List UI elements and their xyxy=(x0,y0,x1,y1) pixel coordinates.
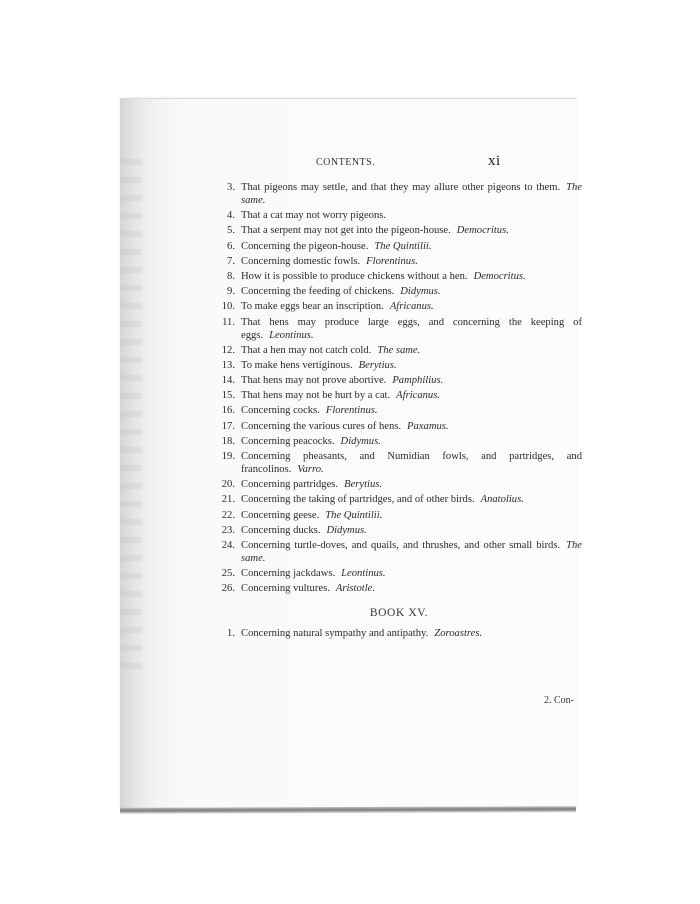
contents-entry xyxy=(216,435,582,448)
entry-author: Africanus. xyxy=(396,390,441,402)
entry-text-block xyxy=(241,181,582,207)
entry-text-block xyxy=(241,359,582,372)
entry-text-block xyxy=(241,567,582,580)
entry-author: Didymus. xyxy=(340,435,381,447)
entry-author: The same. xyxy=(377,344,421,356)
page-bottom-edge xyxy=(120,806,576,814)
entry-text-block xyxy=(241,209,582,222)
entry-number: 3. xyxy=(227,182,235,193)
entry-list xyxy=(216,181,582,595)
entry-text-block xyxy=(241,389,582,402)
entry-number: 5. xyxy=(227,225,235,237)
entry-number: 25. xyxy=(221,568,235,580)
entry-title: Concerning peacocks. xyxy=(241,435,335,447)
entry-author: Anatolius. xyxy=(480,494,524,506)
entry-text-block xyxy=(241,478,582,491)
entry-title: Concerning jackdaws. xyxy=(241,568,336,580)
contents-entry xyxy=(216,255,582,268)
contents-entry xyxy=(216,450,582,476)
entry-text-block xyxy=(241,435,582,448)
contents-entry xyxy=(216,240,582,253)
entry-title: Concerning vultures. xyxy=(241,583,330,595)
entry-number: 19. xyxy=(221,451,235,462)
entry-title: Concerning ducks. xyxy=(241,524,321,536)
entry-text-block xyxy=(241,316,582,342)
contents-entry xyxy=(216,181,582,207)
entry-text-block xyxy=(241,270,582,283)
book-page xyxy=(120,98,582,809)
entry-number: 15. xyxy=(221,390,235,402)
entry-number: 6. xyxy=(227,240,235,252)
entry-title: To make eggs bear an inscription. xyxy=(241,301,384,313)
entry-title: That a hen may not catch cold. xyxy=(241,344,372,356)
entry-author: Didymus. xyxy=(326,524,367,536)
entry-text-block xyxy=(241,539,582,565)
contents-entry xyxy=(216,344,582,357)
entry-author: Democritus. xyxy=(456,225,509,237)
contents-entry xyxy=(216,567,582,580)
entry-title: Concerning natural sympathy and antipathy. xyxy=(241,628,429,640)
contents-entry xyxy=(216,524,582,537)
entry-number: 17. xyxy=(221,420,235,432)
entry-text-block xyxy=(241,300,582,313)
contents-entry xyxy=(216,270,582,283)
entry-number: 8. xyxy=(227,270,235,282)
header-title: CONTENTS. xyxy=(316,157,376,168)
entry-number: 16. xyxy=(221,405,235,417)
entry-author: Aristotle. xyxy=(335,583,375,595)
entry-number: 18. xyxy=(221,435,235,447)
entry-text-block xyxy=(241,450,582,476)
entry-number: 26. xyxy=(221,583,235,595)
entry-title: That a serpent may not get into the pigeon-house. xyxy=(241,225,451,237)
entry-number: 9. xyxy=(227,286,235,298)
entry-text-block xyxy=(241,404,582,417)
entry-title: Concerning partridges. xyxy=(241,479,339,491)
entry-title: To make hens vertiginous. xyxy=(241,359,353,371)
entry-text-block xyxy=(241,240,582,253)
contents-entry xyxy=(216,374,582,387)
entry-author: The Quintilii. xyxy=(374,240,432,252)
entry-author: Florentinus. xyxy=(325,405,378,417)
entry-text-block xyxy=(241,420,582,433)
entry-author: Africanus. xyxy=(389,301,434,313)
entry-text-block xyxy=(241,344,582,357)
entry-title: Concerning turtle-doves, and quails, and thrushes, and other small birds. xyxy=(241,539,561,551)
entry-author: Didymus. xyxy=(400,286,441,298)
contents-entry xyxy=(216,509,582,522)
entry-author: Pamphilius. xyxy=(392,375,444,387)
entry-author: Zoroastres. xyxy=(434,628,483,640)
contents-list xyxy=(216,181,582,643)
entry-title: Concerning cocks. xyxy=(241,405,320,417)
entry-author: The same. xyxy=(241,182,582,206)
entry-author: Leontinus. xyxy=(269,329,314,341)
contents-entry xyxy=(216,359,582,372)
contents-entry xyxy=(216,420,582,433)
entry-author: Berytius. xyxy=(344,479,383,491)
contents-entry xyxy=(216,285,582,298)
catchword: 2. Con- xyxy=(544,695,574,706)
entry-text-block xyxy=(241,582,582,595)
entry-author: The same. xyxy=(241,539,582,564)
page-number: xi xyxy=(488,153,501,169)
entry-number: 10. xyxy=(221,301,235,313)
contents-entry xyxy=(216,404,582,417)
entry-author: Florentinus. xyxy=(366,255,418,267)
entry-title: How it is possible to produce chickens without a hen. xyxy=(241,270,468,282)
contents-entry xyxy=(216,389,582,402)
entry-author: Paxamus. xyxy=(407,420,449,432)
entry-text-block xyxy=(241,509,582,522)
entry-title: Concerning the taking of partridges, and of other birds. xyxy=(241,494,475,506)
entry-number: 7. xyxy=(227,255,235,267)
entry-number: 21. xyxy=(221,494,235,506)
entry-author: Democritus. xyxy=(473,270,526,282)
entry-title: Concerning domestic fowls. xyxy=(241,255,361,267)
entry-title: That hens may not prove abortive. xyxy=(241,375,387,387)
entry-title: Concerning geese. xyxy=(241,509,320,521)
entry-title: That pigeons may settle, and that they may allure other pigeons to them. xyxy=(241,182,561,193)
contents-entry xyxy=(216,627,582,640)
entry-author: Varro. xyxy=(297,464,324,475)
contents-entry xyxy=(216,209,582,222)
contents-entry xyxy=(216,493,582,506)
contents-entry xyxy=(216,478,582,491)
entry-number: 4. xyxy=(227,210,235,222)
entry-text-block xyxy=(241,374,582,387)
entry-title: That hens may produce large eggs, and concerning the keeping of eggs. xyxy=(241,316,582,341)
book-heading: BOOK XV. xyxy=(369,607,429,620)
entry-number: 12. xyxy=(221,344,235,356)
entry-number: 24. xyxy=(221,539,235,551)
entry-text-block xyxy=(241,255,582,268)
entry-author: Berytius. xyxy=(358,359,397,371)
entry-number: 1. xyxy=(227,628,235,640)
entry-title: That a cat may not worry pigeons. xyxy=(241,210,387,222)
entry-text-block xyxy=(241,524,582,537)
contents-entry xyxy=(216,582,582,595)
entry-title: Concerning the pigeon-house. xyxy=(241,240,369,252)
entry-text-block xyxy=(241,627,582,640)
contents-entry xyxy=(216,224,582,237)
running-header xyxy=(316,153,506,169)
entry-text-block xyxy=(241,493,582,506)
entry-number: 11. xyxy=(222,316,235,328)
contents-entry xyxy=(216,539,582,565)
entry-text-block xyxy=(241,285,582,298)
entry-author: Leontinus. xyxy=(341,568,386,580)
entry-number: 14. xyxy=(221,375,235,387)
entry-number: 23. xyxy=(221,524,235,536)
entry-number: 20. xyxy=(221,479,235,491)
bleed-through xyxy=(120,159,142,679)
entry-author: The Quintilii. xyxy=(325,509,383,521)
entry-title: Concerning pheasants, and Numidian fowls, and partridges, and francolinos. xyxy=(241,451,582,475)
entry-number: 13. xyxy=(221,359,235,371)
book-entry-list xyxy=(216,627,582,640)
entry-title: Concerning the various cures of hens. xyxy=(241,420,402,432)
contents-entry xyxy=(216,300,582,313)
entry-title: That hens may not be hurt by a cat. xyxy=(241,390,391,402)
contents-entry xyxy=(216,316,582,342)
entry-title: Concerning the feeding of chickens. xyxy=(241,286,395,298)
entry-number: 22. xyxy=(221,509,235,521)
entry-text-block xyxy=(241,224,582,237)
